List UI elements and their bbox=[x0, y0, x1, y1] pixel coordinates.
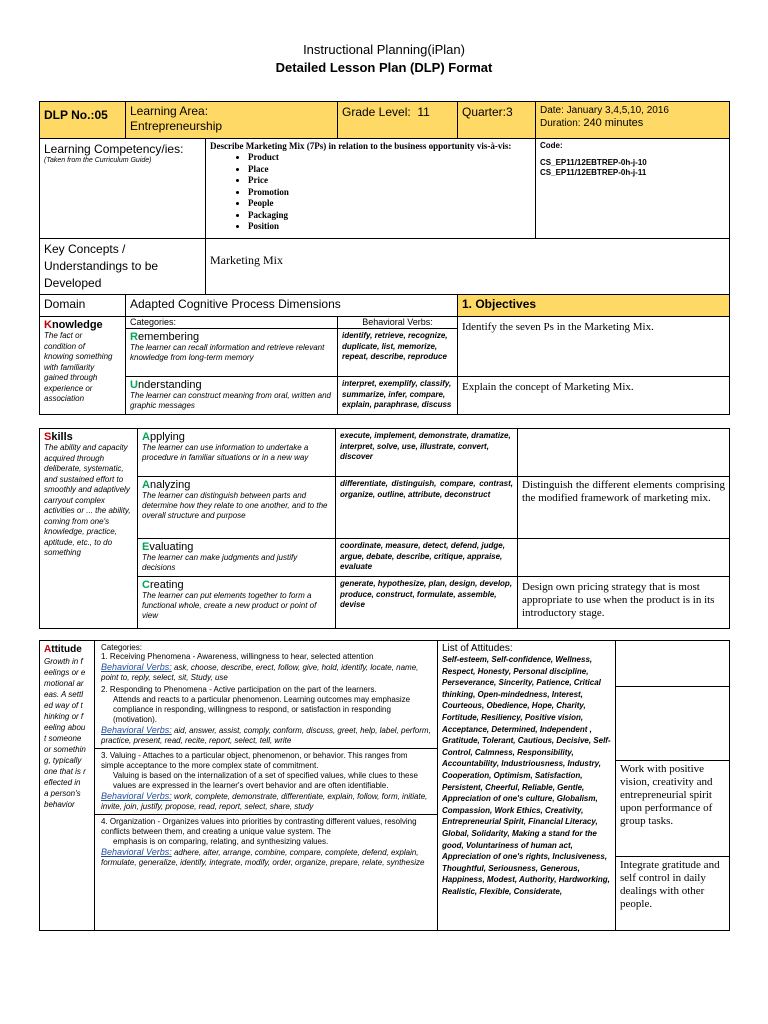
attitude-verbs-3-text: work, complete, demonstrate, differentiate, explain, follow, form, initiate, invite, join, justify, propose, read, report, select, share, study bbox=[101, 792, 428, 811]
code-cell bbox=[536, 139, 730, 239]
attitude-objective-1: Work with positive vision, creativity and entrepreneurial spirit upon performance of group tasks. bbox=[616, 761, 730, 857]
document-subtitle: Detailed Lesson Plan (DLP) Format bbox=[275, 60, 493, 75]
categories-label: Categories: bbox=[126, 317, 338, 329]
code-2: CS_EP11/12EBTREP-0h-j-11 bbox=[540, 168, 647, 177]
knowledge-rest: nowledge bbox=[51, 319, 103, 331]
understanding-description: The learner can construct meaning from oral, written and graphic messages bbox=[130, 391, 331, 410]
attitude-verbs-2-text: aid, answer, assist, comply, conform, discuss, greet, help, label, perform, practice, present, read, recite, report, select, tell, write bbox=[101, 726, 431, 745]
behavioral-verbs-label: Behavioral Verbs: bbox=[101, 662, 172, 672]
understanding-title bbox=[130, 379, 333, 391]
key-concepts-row bbox=[40, 239, 730, 295]
remembering-rest: emembering bbox=[137, 331, 200, 343]
skills-domain bbox=[40, 429, 138, 629]
attitude-row-1 bbox=[40, 641, 730, 687]
attitude-rest: ttitude bbox=[51, 644, 82, 655]
learning-area-value: Entrepreneurship bbox=[130, 119, 223, 133]
list-item: • Packaging bbox=[248, 210, 531, 222]
creating-verbs: generate, hypothesize, plan, design, develop, produce, construct, formulate, assemble, devise bbox=[336, 577, 518, 629]
knowledge-description: The fact or condition of knowing something with familiarity gained through experience or association bbox=[44, 331, 113, 403]
categories-row bbox=[40, 317, 730, 329]
attitude-categories-cell bbox=[95, 641, 438, 931]
creating-cell bbox=[138, 577, 336, 629]
attitude-title bbox=[44, 643, 90, 656]
attitude-objective-2: Integrate gratitude and self control in daily dealings with other people. bbox=[616, 857, 730, 931]
applying-initial: A bbox=[142, 431, 150, 443]
knowledge-initial: K bbox=[44, 319, 52, 331]
competency-label-cell bbox=[40, 139, 206, 239]
analyzing-initial: A bbox=[142, 479, 150, 491]
duration-label: Duration: bbox=[540, 118, 581, 129]
applying-rest: pplying bbox=[149, 431, 185, 443]
attitude-objective-empty-2 bbox=[616, 687, 730, 761]
knowledge-title bbox=[44, 319, 121, 331]
objectives-heading: 1. Objectives bbox=[458, 295, 730, 317]
skills-description: The ability and capacity acquired through deliberate, systematic, and sustained effort to smoothly and adaptively carryout complex activities or ... the ability, coming from one's knowledge, practice, aptitude, etc., to do something bbox=[44, 443, 131, 557]
list-item: • Place bbox=[248, 164, 531, 176]
applying-title bbox=[142, 431, 331, 443]
list-item: • Product bbox=[248, 152, 531, 164]
analyzing-row bbox=[40, 477, 730, 539]
date: Date: January 3,4,5,10, 2016 bbox=[540, 105, 669, 116]
duration-value: 240 minutes bbox=[583, 117, 644, 129]
objective-remembering: Identify the seven Ps in the Marketing Mix. bbox=[458, 317, 730, 377]
creating-rest: reating bbox=[149, 579, 184, 591]
list-item: • Promotion bbox=[248, 187, 531, 199]
behavioral-verbs-label: Behavioral Verbs: bbox=[101, 791, 172, 801]
attitude-category-1: 1. Receiving Phenomena - Awareness, willingness to hear, selected attention bbox=[101, 652, 374, 661]
attitude-verbs-1-text: ask, choose, describe, erect, follow, give, hold, identify, locate, name, point to, reply, select, sit, Study, use bbox=[101, 663, 419, 682]
creating-title bbox=[142, 579, 331, 591]
applying-verbs: execute, implement, demonstrate, dramatize, interpret, solve, use, illustrate, convert, discover bbox=[336, 429, 518, 477]
competency-note: (Taken from the Curriculum Guide) bbox=[44, 157, 152, 164]
analyzing-description: The learner can distinguish between parts and determine how they relate to one another, and to the overall structure and purpose bbox=[142, 491, 328, 520]
evaluating-verbs: coordinate, measure, detect, defend, judge, argue, debate, describe, critique, appraise, evaluate bbox=[336, 539, 518, 577]
competency-description: Describe Marketing Mix (7Ps) in relation to the business opportunity vis-à-vis: bbox=[210, 141, 512, 151]
evaluating-initial: E bbox=[142, 541, 150, 553]
objective-understanding: Explain the concept of Marketing Mix. bbox=[458, 377, 730, 415]
skills-rest: kills bbox=[51, 431, 73, 443]
attitude-objective-empty-1 bbox=[616, 641, 730, 687]
applying-cell bbox=[138, 429, 336, 477]
code-label: Code: bbox=[540, 141, 563, 150]
objective-analyzing: Distinguish the different elements comprising the modified framework of marketing mix. bbox=[518, 477, 730, 539]
attitudes-list: Self-esteem, Self-confidence, Wellness, Respect, Honesty, Personal discipline, Perseverance, Sincerity, Patience, Critical thinking, Open-mindedness, Interest, Courteous, Obedience, Hope, Charity, Fortitude, Resiliency, Positive vision, Acceptance, Determined, Independent , Gratitude, Tolerant, Cautious, Decisive, Self-Control, Calmness, Responsibility, Accountability, Industriousness, Industry, Cooperation, Optimism, Satisfaction, Persistent, Cheerful, Reliable, Gentle, Appreciation of one's culture, Globalism, Compassion, Work Ethics, Creativity, Entrepreneurial Spirit, Financial Literacy, Global, Solidarity, Making a stand for the good, Voluntariness of human act, Appreciation of one's rights, Inclusiveness, Thoughtful, Seriousness, Generous, Happiness, Modest, Authority, Hardworking, Realistic, Flexible, Considerate, bbox=[442, 655, 611, 896]
skills-initial: S bbox=[44, 431, 52, 443]
attitude-categories-label: Categories: bbox=[101, 643, 142, 652]
grade-level bbox=[338, 102, 458, 139]
attitude-category-2-body: Attends and reacts to a particular phenomenon. Learning outcomes may emphasize compliance in responding, willingness to respond, or satisfaction in responding (motivation). bbox=[113, 695, 411, 724]
quarter: Quarter:3 bbox=[458, 102, 536, 139]
attitude-initial: A bbox=[44, 644, 52, 655]
knowledge-domain bbox=[40, 317, 126, 415]
learning-area bbox=[126, 102, 338, 139]
code-1: CS_EP11/12EBTREP-0h-j-10 bbox=[540, 158, 647, 167]
key-concepts-value: Marketing Mix bbox=[206, 239, 730, 295]
understanding-rest: nderstanding bbox=[137, 379, 202, 391]
behavioral-verbs-label: Behavioral Verbs: bbox=[101, 725, 172, 735]
creating-row bbox=[40, 577, 730, 629]
attitude-domain bbox=[40, 641, 95, 931]
attitude-verbs-3 bbox=[101, 791, 431, 812]
analyzing-cell bbox=[138, 477, 336, 539]
remembering-title bbox=[130, 331, 333, 343]
acpd-heading: Adapted Cognitive Process Dimensions bbox=[126, 295, 458, 317]
list-item: • Position bbox=[248, 221, 531, 233]
attitude-category-3-body: Valuing is based on the internalization of a set of specified values, while clues to these values are expressed in the learner's overt behavior and are often identifiable. bbox=[113, 771, 418, 790]
attitude-category-4: 4. Organization - Organizes values into priorities by contrasting different values, resolving conflicts between them, and creating a unique value system. The bbox=[95, 814, 437, 837]
remembering-description: The learner can recall information and retrieve relevant knowledge from long-term memory bbox=[130, 343, 325, 362]
attitude-category-4-body: emphasis is on comparing, relating, and synthesizing values. bbox=[113, 837, 329, 846]
list-item: • People bbox=[248, 198, 531, 210]
domain-header-row bbox=[40, 295, 730, 317]
evaluating-row bbox=[40, 539, 730, 577]
attitude-verbs-1 bbox=[101, 662, 431, 683]
competency-list bbox=[210, 152, 531, 233]
header-row bbox=[40, 102, 730, 139]
dlp-number: DLP No.:05 bbox=[40, 102, 126, 139]
applying-row bbox=[40, 429, 730, 477]
grade-label: Grade Level: bbox=[342, 105, 411, 119]
remembering-cell bbox=[126, 329, 338, 377]
competency-label: Learning Competency/ies: bbox=[44, 142, 184, 156]
evaluating-rest: valuating bbox=[149, 541, 194, 553]
attitude-verbs-4 bbox=[101, 847, 431, 868]
attitude-verbs-2 bbox=[101, 725, 431, 746]
attitude-category-2: 2. Responding to Phenomena - Active participation on the part of the learners. bbox=[101, 685, 377, 694]
evaluating-description: The learner can make judgments and justify decisions bbox=[142, 553, 298, 572]
attitude-description: Growth in feelings or emotional areas. A settled way of thinking or feeling about someone or something, typically one that is reflected in a person's behavior bbox=[44, 657, 86, 809]
behavioral-verbs-label: Behavioral Verbs: bbox=[338, 317, 458, 329]
objective-creating: Design own pricing strategy that is most appropriate to use when the product is in its introductory stage. bbox=[518, 577, 730, 629]
key-concepts-label: Key Concepts / Understandings to be Developed bbox=[40, 239, 206, 295]
creating-initial: C bbox=[142, 579, 150, 591]
duration bbox=[540, 117, 725, 130]
understanding-initial: U bbox=[130, 379, 138, 391]
grade-value: 11 bbox=[417, 105, 430, 119]
attitude-table bbox=[39, 640, 730, 931]
competency-row bbox=[40, 139, 730, 239]
analyzing-rest: nalyzing bbox=[149, 479, 191, 491]
attitude-verbs-4-text: adhere, alter, arrange, combine, compare, complete, defend, explain, formulate, generalize, identify, integrate, modify, order, organize, prepare, relate, synthesize bbox=[101, 848, 425, 867]
attitude-category-3: 3. Valuing - Attaches to a particular object, phenomenon, or behavior. This ranges from simple acceptance to the more complex state of commitment. bbox=[95, 748, 437, 771]
understanding-verbs: interpret, exemplify, classify, summarize, infer, compare, explain, paraphrase, discuss bbox=[338, 377, 458, 415]
analyzing-title bbox=[142, 479, 331, 491]
competency-description-cell bbox=[206, 139, 536, 239]
objective-evaluating bbox=[518, 539, 730, 577]
attitudes-list-cell bbox=[438, 641, 616, 931]
main-table bbox=[39, 101, 730, 415]
understanding-row bbox=[40, 377, 730, 415]
evaluating-cell bbox=[138, 539, 336, 577]
evaluating-title bbox=[142, 541, 331, 553]
remembering-initial: R bbox=[130, 331, 138, 343]
analyzing-verbs: differentiate, distinguish, compare, contrast, organize, outline, attribute, deconstruct bbox=[336, 477, 518, 539]
applying-description: The learner can use information to undertake a procedure in familiar situations or in a new way bbox=[142, 443, 309, 462]
understanding-cell bbox=[126, 377, 338, 415]
learning-area-label: Learning Area: bbox=[130, 104, 209, 118]
attitudes-list-label: List of Attitudes: bbox=[442, 643, 513, 654]
creating-description: The learner can put elements together to form a functional whole, create a new product or point of view bbox=[142, 591, 317, 620]
behavioral-verbs-label: Behavioral Verbs: bbox=[101, 847, 172, 857]
domain-heading: Domain bbox=[40, 295, 126, 317]
objective-applying bbox=[518, 429, 730, 477]
skills-title bbox=[44, 431, 133, 443]
date-duration bbox=[536, 102, 730, 139]
skills-table bbox=[39, 428, 730, 629]
list-item: • Price bbox=[248, 175, 531, 187]
document-title: Instructional Planning(iPlan) bbox=[303, 42, 465, 57]
remembering-verbs: identify, retrieve, recognize, duplicate, list, memorize, repeat, describe, reproduce bbox=[338, 329, 458, 377]
